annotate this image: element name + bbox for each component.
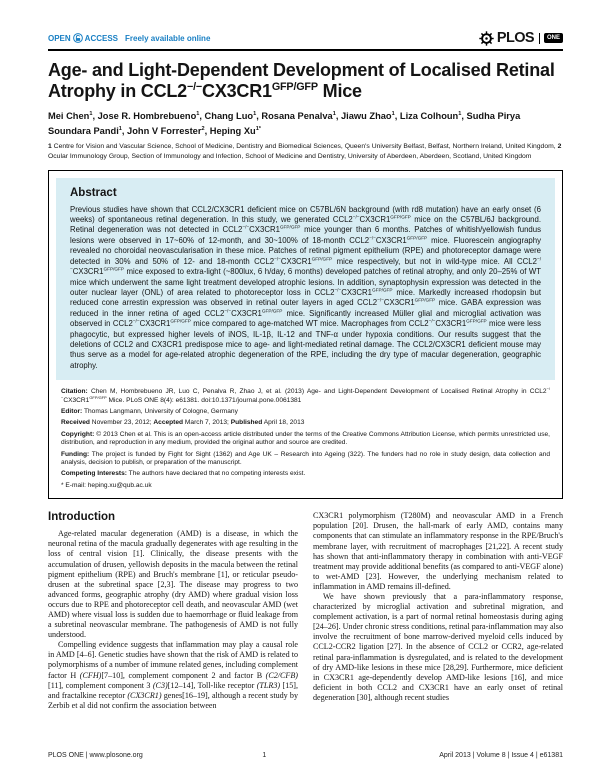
article-body bbox=[48, 511, 563, 711]
affiliations: 1 Centre for Vision and Vascular Science, School of Medicine, Dentistry and Biomedical Sciences, Queen's University Belfast, Belfast, Northern Ireland, United Kingdom, 2 Ocular Immunology Group, Section of Immunology and Infection, School of Medicine and Dentistry, University of Aberdeen, Aberdeen, Scotland, United Kingdom bbox=[48, 143, 562, 161]
plos-logo bbox=[479, 30, 563, 46]
metadata-entry: Citation: Chen M, Hombrebueno JR, Luo C, Penalva R, Zhao J, et al. (2013) Age- and Light-Dependent Development of Localised Retinal Atrophy in $CCL2^{-/-}CX3CR1^{GFP/GFP}$ Mice. PLoS ONE 8(4): e61381. doi:10.1371/journal.pone.0061381 bbox=[61, 385, 550, 404]
body-paragraph: We have shown previously that a para-inflammatory response, characterized by microglial activation and subretinal migration, and complement activation, is a part of normal retinal homeostasis during aging [24–26]. Under chronic stress conditions, retinal para-inflammation may also involve the recruitment of bone marrow-derived myeloid cells induced by CCL2-CCR2 ligation [27]. In the absence of CCL2 or CCR2, age-related retinal para-inflammation is dysregulated, and is related to the development of dry AMD-like lesions in these mice [28,29]. Furthermore, mice deficient in CX3CR1 age-dependently develop AMD-like lesions [16], and mice deficient in both CCL2 and CX3CR1 have an early onset of retinal degeneration [30], although recent studies bbox=[313, 591, 563, 702]
logo-divider bbox=[539, 33, 540, 44]
body-paragraph: Age-related macular degeneration (AMD) is a disease, in which the neuronal retina of the macula gradually degenerates with age resulting in the loss of central vision [1]. Clinically, the disease presents with the accumulation of drusen, yellowish deposits in the macula between the retinal pigment epithelium (RPE) and Bruch's membrane [1], or reticular pseudo-drusen at the subretinal space [2,3]. The disease may progress to two advanced forms, geographic atrophy (dry AMD) where gradual vision loss occurs due to RPE and photoreceptor cell death, and neovascular AMD (wet AMD) where visual loss is sudden due to haemorrhage or fluid leakage from a subretinal neovascular membrane. The pathogenesis of AMD is not fully understood. bbox=[48, 529, 298, 640]
footer-issue-info: April 2013 | Volume 8 | Issue 4 | e61381 bbox=[439, 752, 563, 759]
abstract-section bbox=[56, 178, 555, 381]
footer-page-number: 1 bbox=[262, 752, 267, 759]
left-column bbox=[48, 511, 298, 711]
metadata-entry: Received November 23, 2012; Accepted March 7, 2013; Published April 18, 2013 bbox=[61, 419, 305, 427]
right-column-paragraphs bbox=[313, 511, 563, 703]
freely-available-tagline: Freely available online bbox=[125, 33, 211, 43]
open-access-label bbox=[48, 33, 210, 43]
one-badge: ONE bbox=[544, 33, 563, 43]
article-title: Age- and Light-Dependent Development of Localised Retinal Atrophy in $CCL2^{-/-}CX3CR1^{GFP/GFP}$ Mice bbox=[48, 60, 555, 102]
gear-icon bbox=[479, 31, 494, 46]
metadata-entry: Editor: Thomas Langmann, University of Cologne, Germany bbox=[61, 407, 238, 415]
plos-wordmark: PLOS bbox=[496, 30, 534, 46]
page-header bbox=[48, 30, 563, 51]
body-paragraph: CX3CR1 polymorphism (T280M) and neovascular AMD in a French population [20]. Drusen, the hall-mark of early AMD, contains many components that can stimulate an inflammatory response in the RPE/Bruch's membrane layer, with recruitment of macrophages [21,22]. A recent study has shown that anti-inflammatory therapy in combination with anti-VEGF treatment may provide additional benefits (as compared to anti-VEGF alone) to wet-AMD [23]. However, the underlying mechanism related to inflammation in AMD remains ill-defined. bbox=[313, 511, 563, 591]
abstract-heading: Abstract bbox=[70, 186, 117, 199]
article-metadata-list bbox=[56, 380, 555, 496]
page-footer bbox=[48, 752, 563, 759]
open-lock-icon bbox=[73, 33, 83, 43]
abstract-metadata-box bbox=[48, 170, 563, 500]
metadata-entry: Competing Interests: The authors have declared that no competing interests exist. bbox=[61, 470, 306, 478]
abstract-text: Previous studies have shown that CCL2/CX3CR1 deficient mice on C57BL/6N background (with rd8 mutation) have an early onset (6 weeks) of spontaneous retinal degeneration. In this study, we generated $CCL2^{-/-}CX3CR1^{GFP/GFP}$ mice on the C57BL/6J background. Retinal degeneration was not detected in $CCL2^{-/-}CX3CR1^{GFP/GFP}$ mice younger than 6 months. Patches of whitish/yellowish fundus lesions were observed in 17~60% of 12-month, and 30~100% of 18-month $CCL2^{-/-}CX3CR1^{GFP/GFP}$ mice. Fluorescein angiography revealed no choroidal neovascularisation in these mice. Patches of retinal pigment epithelium (RPE) and photoreceptor damage were detected in 30% and 50% of 12- and 18-month $CCL2^{-/-}CX3CR1^{GFP/GFP}$ mice respectively, but not in wild-type mice. All $CCL2^{-/-}CX3CR1^{GFP/GFP}$ mice exposed to extra-light (~800lux, 6 h/day, 6 months) developed patches of retinal atrophy, and only 20–25% of WT mice which underwent the same light treatment developed atrophic lesions. In addition, synaptophysin expression was detected in the outer nuclear layer (ONL) of area related to photoreceptor loss in $CCL2^{-/-}CX3CR1^{GFP/GFP}$ mice. Markedly increased rhodopsin but reduced cone arrestin expression was observed in retinal outer layers in aged $CCL2^{-/-}CX3CR1^{GFP/GFP}$ mice. GABA expression was reduced in the inner retina of aged $CCL2^{-/-}CX3CR1^{GFP/GFP}$ mice. Significantly increased Müller glial and microglial activation was observed in $CCL2^{-/-}CX3CR1^{GFP/GFP}$ mice compared to age-matched WT mice. Macrophages from $CCL2^{-/-}CX3CR1^{GFP/GFP}$ mice were less phagocytic, but expressed higher levels of iNOS, IL-1β, IL-12 and TNF-α under hypoxia conditions. Our results suggest that the deletions of CCL2 and CX3CR1 predispose mice to age- and light-mediated retinal damage. The CCL2/CX3CR1 deficient mouse may thus serve as a model for age-related atrophic degeneration of the RPE, including the dry type of macular degeneration, geographic atrophy. bbox=[70, 204, 542, 370]
open-word: OPEN bbox=[48, 33, 71, 43]
author-list: Mei Chen$^1$, Jose R. Hombrebueno$^1$, Chang Luo$^1$, Rosana Penalva$^1$, Jiawu Zhao$^1$, Liza Colhoun$^1$, Sudha Pirya Soundara Pandi$^1$, John V Forrester$^2$, Heping $Xu^{1*}$ bbox=[48, 111, 521, 136]
footer-journal: PLOS ONE | www.plosone.org bbox=[48, 752, 143, 759]
metadata-entry: Copyright: © 2013 Chen et al. This is an open-access article distributed under the terms of the Creative Commons Attribution License, which permits unrestricted use, distribution, and reproduction in any medium, provided the original author and source are credited. bbox=[61, 430, 550, 447]
body-paragraph: Compelling evidence suggests that inflammation may play a causal role in AMD [4–6]. Genetic studies have shown that the risk of AMD is related to polymorphisms of a number of immune related genes, including complement factor H (CFH)[7–10], complement component 2 and factor B (C2/CFB) [11], complement component 3 (C3)[12–14], Toll-like receptor (TLR3) [15], and fractalkine receptor (CX3CR1) genes[16–19], although a recent study by Zerbib et al did not confirm the association between bbox=[48, 640, 299, 710]
metadata-entry: * E-mail: heping.xu@qub.ac.uk bbox=[61, 481, 152, 489]
left-column-paragraphs bbox=[48, 529, 298, 711]
right-column bbox=[313, 511, 563, 711]
introduction-heading: Introduction bbox=[48, 511, 116, 524]
metadata-entry: Funding: The project is funded by Fight for Sight (1362) and Age UK – Research into Ageing (322). The funders had no role in study design, data collection and analysis, decision to publish, or preparation of the manuscript. bbox=[61, 450, 550, 466]
access-word: ACCESS bbox=[84, 33, 119, 43]
